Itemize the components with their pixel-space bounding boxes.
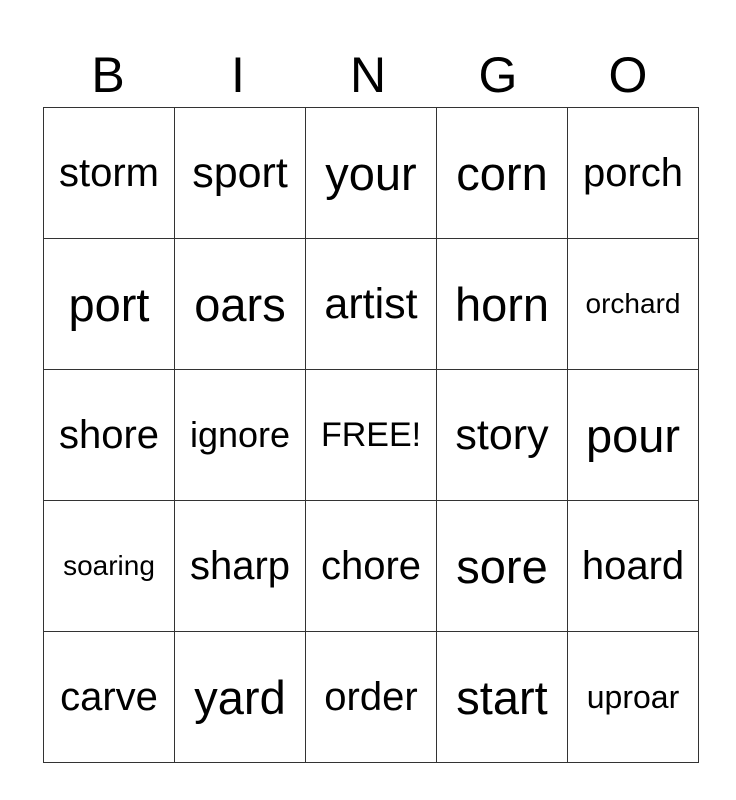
grid-row — [44, 108, 699, 239]
bingo-cell: start — [437, 632, 568, 763]
bingo-cell: sport — [175, 108, 306, 239]
bingo-cell: sore — [437, 501, 568, 632]
header-letter-g: G — [478, 47, 518, 103]
bingo-cell: soaring — [44, 501, 175, 632]
bingo-cell: port — [44, 239, 175, 370]
bingo-cell: artist — [306, 239, 437, 370]
bingo-cell: carve — [44, 632, 175, 763]
bingo-cell: order — [306, 632, 437, 763]
grid-row — [44, 239, 699, 370]
bingo-cell: chore — [306, 501, 437, 632]
bingo-cell: hoard — [568, 501, 699, 632]
bingo-cell: orchard — [568, 239, 699, 370]
bingo-cell: uproar — [568, 632, 699, 763]
grid-row — [44, 632, 699, 763]
header-letter-b: B — [91, 47, 125, 103]
bingo-cell: storm — [44, 108, 175, 239]
header-letter-o: O — [608, 47, 648, 103]
bingo-grid — [43, 107, 699, 763]
bingo-cell: sharp — [175, 501, 306, 632]
header-letter-n: N — [349, 47, 387, 103]
bingo-cell: porch — [568, 108, 699, 239]
grid-row — [44, 370, 699, 501]
grid-row — [44, 501, 699, 632]
bingo-cell: horn — [437, 239, 568, 370]
bingo-header — [43, 46, 693, 104]
bingo-cell: ignore — [175, 370, 306, 501]
bingo-cell: story — [437, 370, 568, 501]
free-space-cell: FREE! — [306, 370, 437, 501]
bingo-cell: pour — [568, 370, 699, 501]
header-letter-i: I — [231, 47, 245, 103]
bingo-cell: your — [306, 108, 437, 239]
bingo-cell: corn — [437, 108, 568, 239]
bingo-cell: shore — [44, 370, 175, 501]
bingo-cell: yard — [175, 632, 306, 763]
bingo-cell: oars — [175, 239, 306, 370]
